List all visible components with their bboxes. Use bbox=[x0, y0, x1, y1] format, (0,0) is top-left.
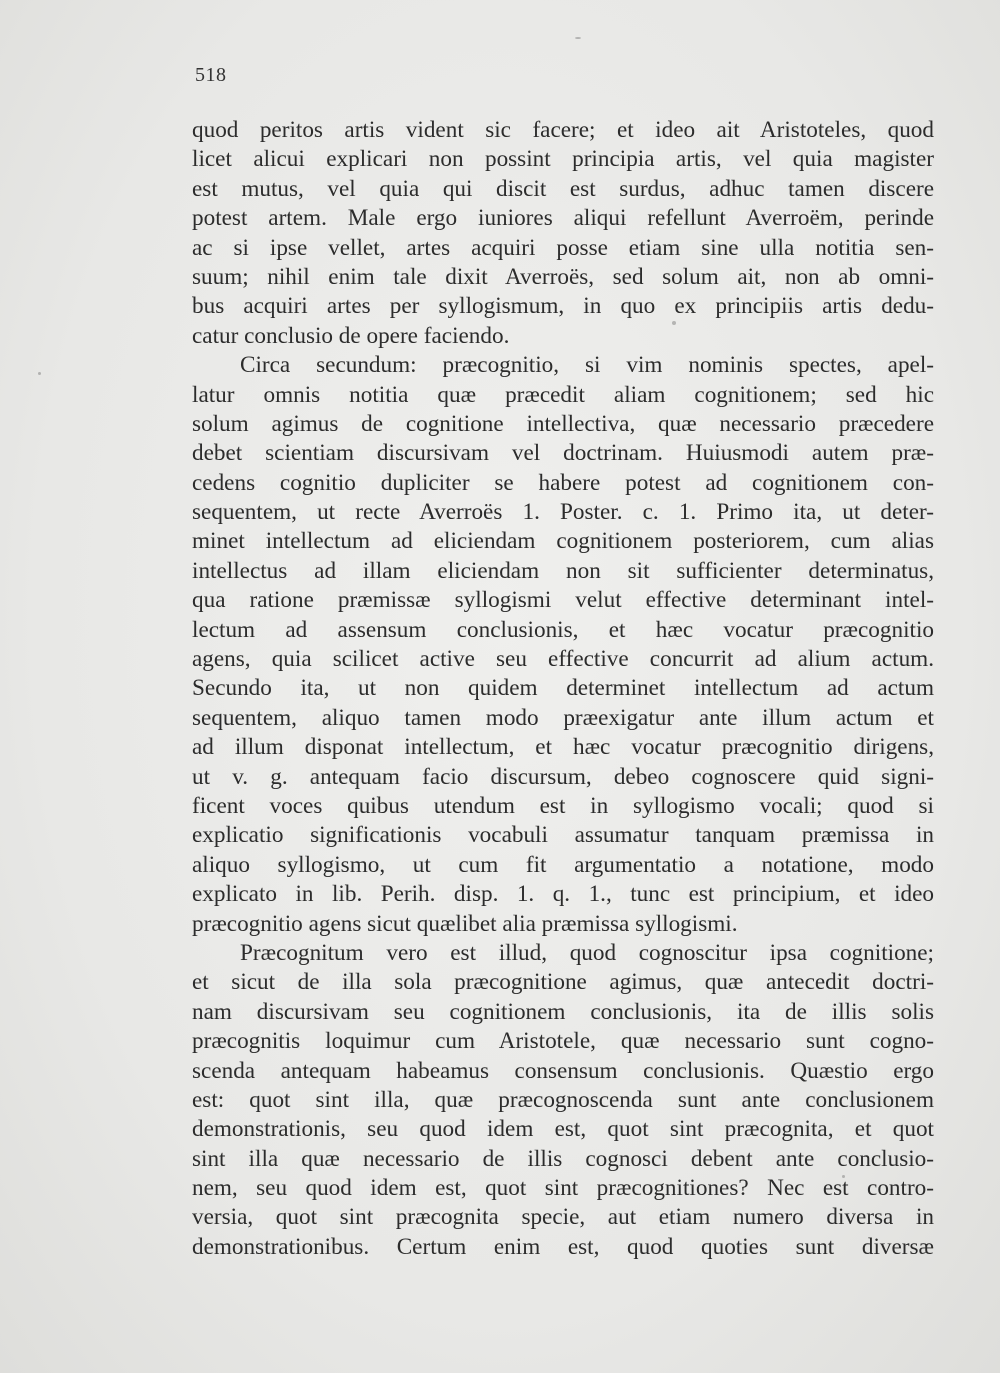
text-line: solum agimus de cognitione intellectiva, quæ necessario præcedere bbox=[192, 410, 934, 437]
text-line: Secundo ita, ut non quidem determinet intellectum ad actum bbox=[192, 675, 934, 702]
text-line: versia, quot sint præcognita specie, aut etiam numero diversa in bbox=[192, 1204, 934, 1231]
paper-speck bbox=[672, 321, 676, 325]
text-line: catur conclusio de opere faciendo. bbox=[192, 322, 510, 349]
text-line: sint illa quæ necessario de illis cognosci debent ante conclusio- bbox=[192, 1145, 934, 1172]
paper-speck bbox=[38, 372, 41, 375]
page-number: 518 bbox=[195, 64, 227, 86]
text-line: ad illum disponat intellectum, et hæc vocatur præcognitio dirigens, bbox=[192, 734, 934, 761]
text-line: suum; nihil enim tale dixit Averroës, sed solum ait, non ab omni- bbox=[192, 263, 934, 290]
paper-speck bbox=[842, 1175, 845, 1178]
paragraph-2 bbox=[192, 351, 934, 939]
text-line: demonstrationibus. Certum enim est, quod quoties sunt diversæ bbox=[192, 1233, 934, 1260]
text-line: quod peritos artis vident sic facere; et ideo ait Aristoteles, quod bbox=[192, 117, 934, 143]
text-line: bus acquiri artes per syllogismum, in quo ex principiis artis dedu- bbox=[192, 293, 934, 320]
text-line: ut v. g. antequam facio discursum, debeo cognoscere quid signi- bbox=[192, 763, 934, 790]
text-line: ficent voces quibus utendum est in syllogismo vocali; quod si bbox=[192, 792, 934, 819]
text-line: agens, quia scilicet active seu effective concurrit ad alium actum. bbox=[192, 646, 934, 673]
text-line: qua ratione præmissæ syllogismi velut effective determinant intel- bbox=[192, 587, 934, 614]
text-line: ac si ipse vellet, artes acquiri posse etiam sine ulla notitia sen- bbox=[192, 234, 934, 261]
text-line: intellectus ad illam eliciendam non sit sufficienter determinatus, bbox=[192, 557, 934, 584]
text-line: explicatio significationis vocabuli assumatur tanquam præmissa in bbox=[192, 822, 934, 849]
text-line: sequentem, ut recte Averroës 1. Poster. c. 1. Primo ita, ut deter- bbox=[192, 499, 934, 526]
text-line: lectum ad assensum conclusionis, et hæc vocatur præcognitio bbox=[192, 616, 934, 643]
text-line: cedens cognitio dupliciter se habere potest ad cognitionem con- bbox=[192, 469, 934, 496]
text-line: nem, seu quod idem est, quot sint præcognitiones? Nec est contro- bbox=[192, 1175, 934, 1202]
text-line: et sicut de illa sola præcognitione agimus, quæ antecedit doctri- bbox=[192, 969, 934, 996]
text-line: est: quot sint illa, quæ præcognoscenda sunt ante conclusionem bbox=[192, 1086, 934, 1113]
text-line: scenda antequam habeamus consensum conclusionis. Quæstio ergo bbox=[192, 1057, 934, 1084]
text-line: sequentem, aliquo tamen modo præexigatur ante illum actum et bbox=[192, 704, 934, 731]
text-line: est mutus, vel quia qui discit est surdus, adhuc tamen discere bbox=[192, 175, 934, 202]
text-line: præcognitio agens sicut quælibet alia præmissa syllogismi. bbox=[192, 910, 738, 937]
text-line: licet alicui explicari non possint principia artis, vel quia magister bbox=[192, 146, 934, 173]
text-line: Præcognitum vero est illud, quod cognoscitur ipsa cognitione; bbox=[240, 939, 934, 966]
text-line: aliquo syllogismo, ut cum fit argumentatio a notatione, modo bbox=[192, 851, 934, 878]
text-line: latur omnis notitia quæ præcedit aliam cognitionem; sed hic bbox=[192, 381, 934, 408]
text-line: explicato in lib. Perih. disp. 1. q. 1., tunc est principium, et ideo bbox=[192, 881, 934, 908]
text-line: nam discursivam seu cognitionem conclusionis, ita de illis solis bbox=[192, 998, 934, 1025]
body-text bbox=[192, 116, 934, 1262]
paper-speck bbox=[575, 37, 581, 39]
paragraph-1 bbox=[192, 116, 934, 351]
text-line: minet intellectum ad eliciendam cognitionem posteriorem, cum alias bbox=[192, 528, 934, 555]
text-line: debet scientiam discursivam vel doctrinam. Huiusmodi autem præ- bbox=[192, 440, 934, 467]
text-line: Circa secundum: præcognitio, si vim nominis spectes, apel- bbox=[240, 352, 934, 379]
text-line: demonstrationis, seu quod idem est, quot sint præcognita, et quot bbox=[192, 1116, 934, 1143]
paragraph-3 bbox=[192, 939, 934, 1262]
text-line: præcognitis loquimur cum Aristotele, quæ necessario sunt cogno- bbox=[192, 1028, 934, 1055]
text-line: potest artem. Male ergo iuniores aliqui refellunt Averroëm, perinde bbox=[192, 205, 934, 232]
